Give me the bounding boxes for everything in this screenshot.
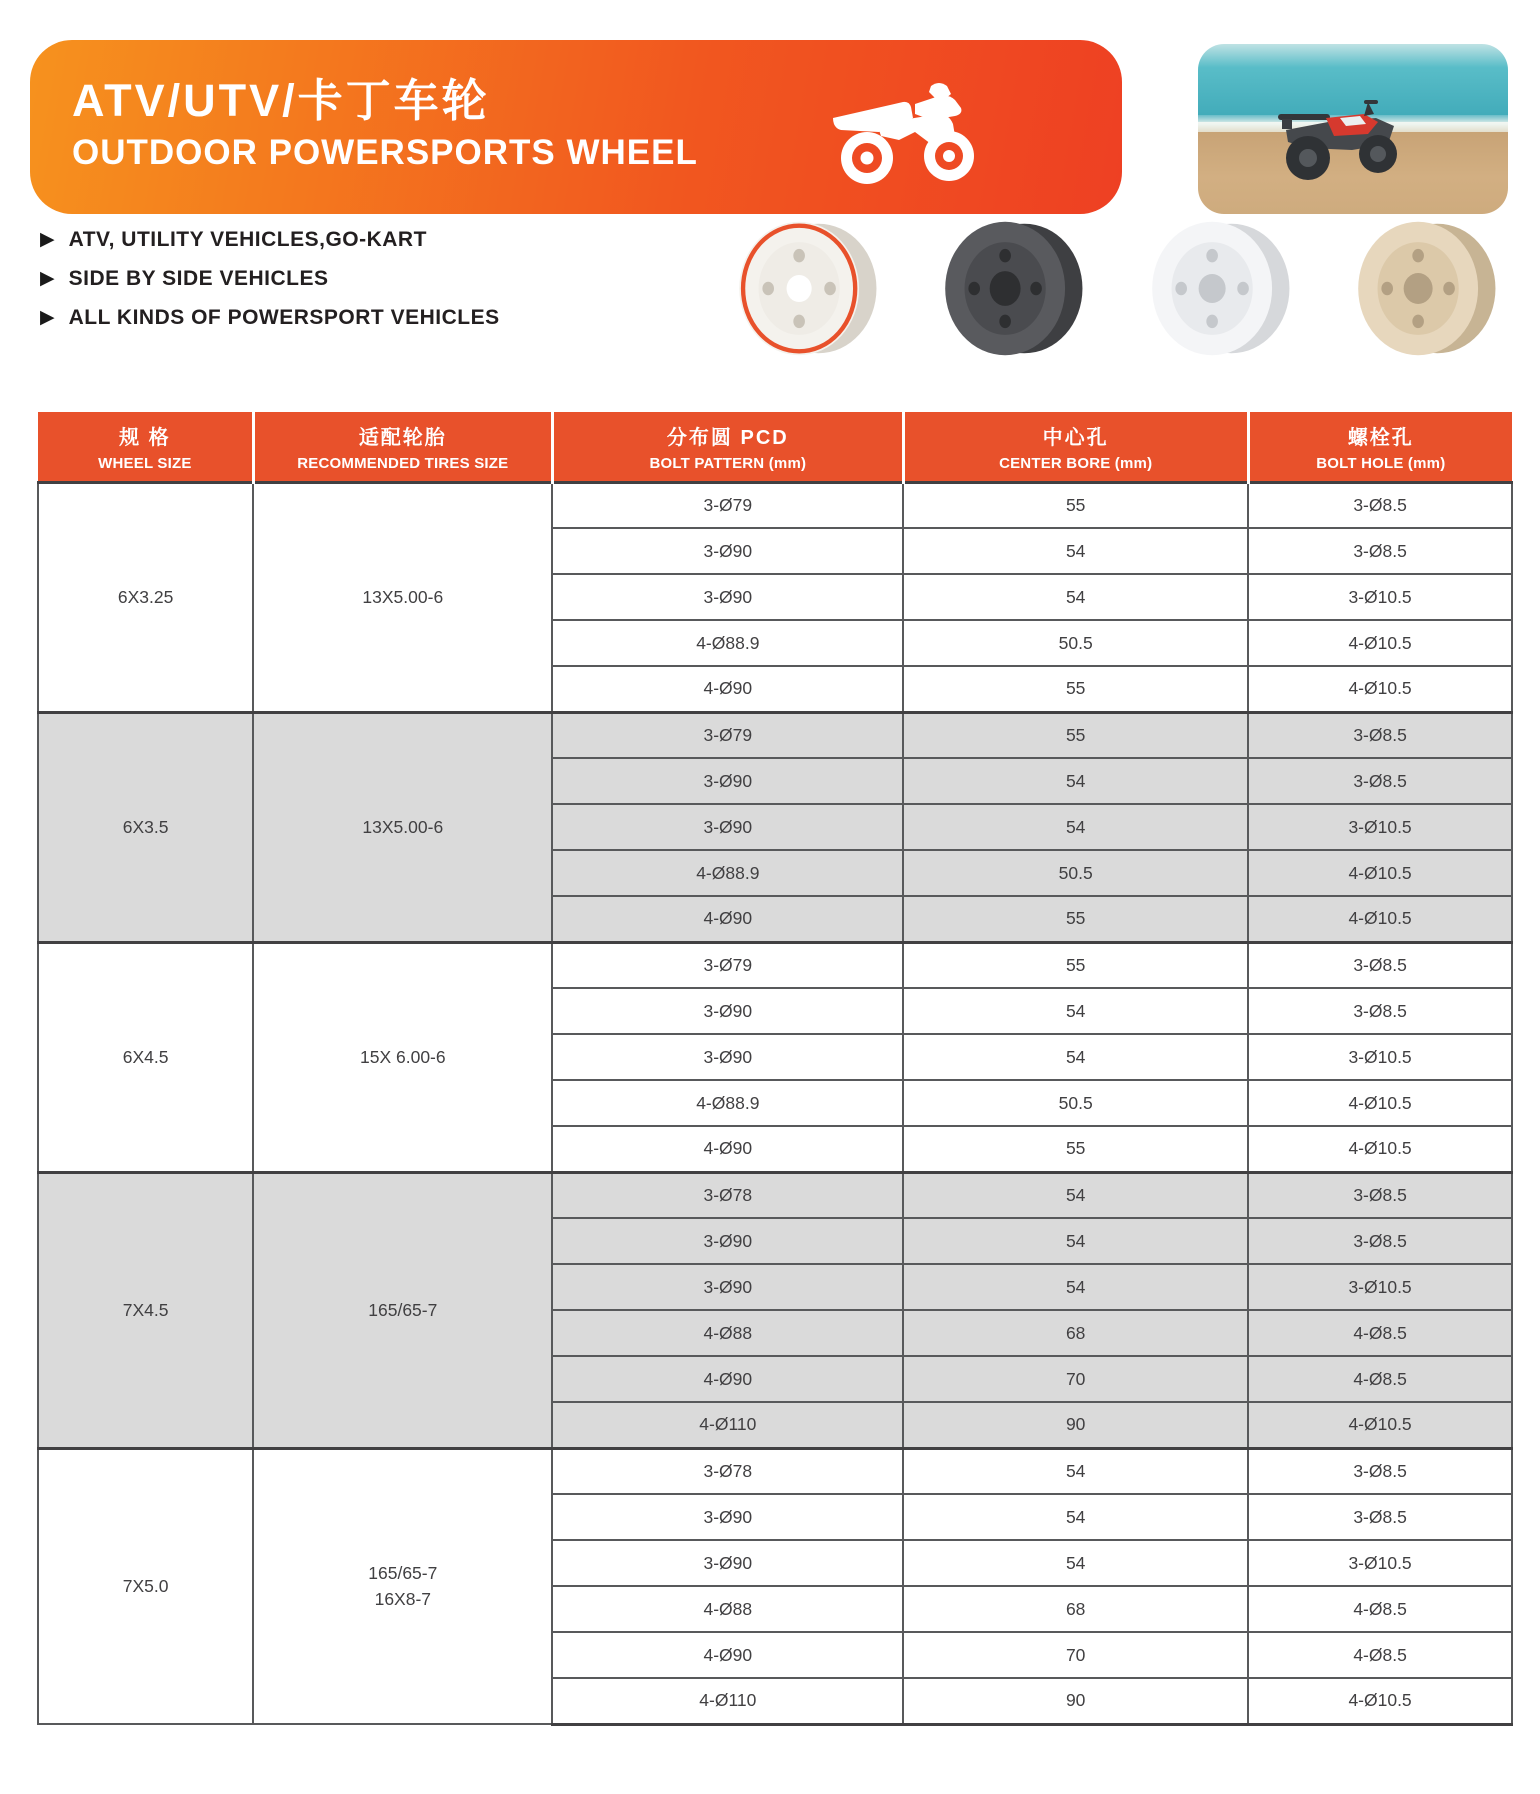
- col-header-en: BOLT PATTERN (mm): [649, 454, 807, 472]
- bolt-pattern-cell: 3-Ø79: [552, 482, 903, 528]
- center-bore-cell: 54: [903, 1264, 1248, 1310]
- tire-size-cell: 165/65-7: [253, 1172, 552, 1448]
- bolt-hole-cell: 4-Ø8.5: [1248, 1356, 1512, 1402]
- page-subtitle: OUTDOOR POWERSPORTS WHEEL: [72, 133, 698, 172]
- wheel-photo-white-orange: [705, 216, 901, 361]
- center-bore-cell: 54: [903, 758, 1248, 804]
- center-bore-cell: 55: [903, 942, 1248, 988]
- bolt-pattern-cell: 4-Ø88.9: [552, 620, 903, 666]
- bolt-hole-cell: 4-Ø10.5: [1248, 896, 1512, 942]
- feature-item: [40, 306, 500, 330]
- center-bore-cell: 54: [903, 1494, 1248, 1540]
- bolt-hole-cell: 3-Ø10.5: [1248, 1540, 1512, 1586]
- center-bore-cell: 50.5: [903, 1080, 1248, 1126]
- col-header-center-bore: [903, 412, 1248, 482]
- bolt-hole-cell: 4-Ø10.5: [1248, 1678, 1512, 1724]
- center-bore-cell: 70: [903, 1356, 1248, 1402]
- feature-item: [40, 228, 500, 252]
- center-bore-cell: 55: [903, 1126, 1248, 1172]
- wheel-photo-beige: [1324, 216, 1520, 361]
- bolt-hole-cell: 4-Ø8.5: [1248, 1632, 1512, 1678]
- wheel-photo-white: [1118, 216, 1314, 361]
- bolt-hole-cell: 3-Ø8.5: [1248, 1172, 1512, 1218]
- bolt-pattern-cell: 3-Ø90: [552, 1540, 903, 1586]
- center-bore-cell: 54: [903, 1172, 1248, 1218]
- center-bore-cell: 54: [903, 988, 1248, 1034]
- spec-row: [38, 1172, 1512, 1218]
- spec-row: [38, 942, 1512, 988]
- feature-text: SIDE BY SIDE VEHICLES: [68, 267, 329, 290]
- col-header-en: BOLT HOLE (mm): [1316, 454, 1446, 472]
- bolt-pattern-cell: 4-Ø90: [552, 1632, 903, 1678]
- center-bore-cell: 70: [903, 1632, 1248, 1678]
- bolt-pattern-cell: 4-Ø88: [552, 1586, 903, 1632]
- wheel-size-cell: 6X4.5: [38, 942, 253, 1172]
- bolt-hole-cell: 3-Ø10.5: [1248, 1034, 1512, 1080]
- bolt-hole-cell: 3-Ø8.5: [1248, 528, 1512, 574]
- tire-size-cell: 15X 6.00-6: [253, 942, 552, 1172]
- bolt-pattern-cell: 3-Ø79: [552, 712, 903, 758]
- center-bore-cell: 50.5: [903, 850, 1248, 896]
- feature-list: [40, 228, 500, 345]
- bolt-hole-cell: 4-Ø10.5: [1248, 666, 1512, 712]
- bolt-pattern-cell: 3-Ø90: [552, 1034, 903, 1080]
- bolt-pattern-cell: 3-Ø90: [552, 574, 903, 620]
- col-header-zh: 螺栓孔: [1347, 426, 1414, 449]
- center-bore-cell: 50.5: [903, 620, 1248, 666]
- bolt-pattern-cell: 4-Ø88: [552, 1310, 903, 1356]
- bolt-hole-cell: 3-Ø8.5: [1248, 712, 1512, 758]
- bolt-hole-cell: 3-Ø10.5: [1248, 1264, 1512, 1310]
- banner-text: [72, 72, 698, 176]
- center-bore-cell: 54: [903, 574, 1248, 620]
- bolt-pattern-cell: 4-Ø110: [552, 1402, 903, 1448]
- wheel-photo-row: [705, 216, 1520, 361]
- bolt-pattern-cell: 4-Ø90: [552, 666, 903, 712]
- wheel-size-cell: 6X3.25: [38, 482, 253, 712]
- center-bore-cell: 54: [903, 1034, 1248, 1080]
- bolt-pattern-cell: 4-Ø110: [552, 1678, 903, 1724]
- center-bore-cell: 54: [903, 1448, 1248, 1494]
- feature-text: ALL KINDS OF POWERSPORT VEHICLES: [68, 306, 500, 329]
- bolt-pattern-cell: 4-Ø88.9: [552, 1080, 903, 1126]
- wheel-size-cell: 7X4.5: [38, 1172, 253, 1448]
- col-header-zh: 规 格: [119, 426, 171, 449]
- bolt-hole-cell: 3-Ø8.5: [1248, 1218, 1512, 1264]
- bolt-hole-cell: 3-Ø10.5: [1248, 574, 1512, 620]
- triangle-bullet-icon: ▶: [40, 307, 55, 328]
- center-bore-cell: 55: [903, 712, 1248, 758]
- bolt-pattern-cell: 4-Ø90: [552, 1356, 903, 1402]
- wheel-size-cell: 6X3.5: [38, 712, 253, 942]
- col-header-tire-size: [253, 412, 552, 482]
- hero-photo: [1198, 44, 1508, 214]
- bolt-hole-cell: 4-Ø10.5: [1248, 850, 1512, 896]
- bolt-pattern-cell: 4-Ø90: [552, 1126, 903, 1172]
- spec-row: [38, 712, 1512, 758]
- tire-size-cell: 13X5.00-6: [253, 482, 552, 712]
- bolt-pattern-cell: 3-Ø90: [552, 1494, 903, 1540]
- center-bore-cell: 54: [903, 1540, 1248, 1586]
- bolt-hole-cell: 3-Ø8.5: [1248, 758, 1512, 804]
- center-bore-cell: 54: [903, 528, 1248, 574]
- spec-table-header-row: [38, 412, 1512, 482]
- tire-size-cell: 13X5.00-6: [253, 712, 552, 942]
- center-bore-cell: 55: [903, 896, 1248, 942]
- col-header-zh: 适配轮胎: [358, 426, 447, 449]
- bolt-pattern-cell: 3-Ø90: [552, 988, 903, 1034]
- bolt-pattern-cell: 3-Ø79: [552, 942, 903, 988]
- atv-silhouette-icon: [827, 74, 987, 184]
- bolt-pattern-cell: 3-Ø90: [552, 528, 903, 574]
- header-banner: [30, 40, 1122, 214]
- bolt-pattern-cell: 3-Ø78: [552, 1448, 903, 1494]
- bolt-hole-cell: 3-Ø8.5: [1248, 1448, 1512, 1494]
- col-header-bolt-hole: [1248, 412, 1512, 482]
- center-bore-cell: 90: [903, 1402, 1248, 1448]
- bolt-hole-cell: 4-Ø8.5: [1248, 1586, 1512, 1632]
- triangle-bullet-icon: ▶: [40, 229, 55, 250]
- wheel-size-cell: 7X5.0: [38, 1448, 253, 1724]
- spec-table-body: [38, 482, 1512, 1724]
- bolt-pattern-cell: 3-Ø90: [552, 1218, 903, 1264]
- bolt-pattern-cell: 3-Ø90: [552, 758, 903, 804]
- center-bore-cell: 68: [903, 1310, 1248, 1356]
- bolt-hole-cell: 3-Ø8.5: [1248, 482, 1512, 528]
- bolt-hole-cell: 3-Ø10.5: [1248, 804, 1512, 850]
- bolt-hole-cell: 4-Ø10.5: [1248, 620, 1512, 666]
- bolt-pattern-cell: 4-Ø90: [552, 896, 903, 942]
- bolt-pattern-cell: 3-Ø90: [552, 804, 903, 850]
- col-header-en: CENTER BORE (mm): [999, 454, 1153, 472]
- spec-table: [37, 412, 1513, 1726]
- triangle-bullet-icon: ▶: [40, 268, 55, 289]
- bolt-pattern-cell: 3-Ø90: [552, 1264, 903, 1310]
- col-header-wheel-size: [38, 412, 253, 482]
- center-bore-cell: 55: [903, 666, 1248, 712]
- col-header-zh: 分布圆 PCD: [666, 426, 789, 449]
- bolt-hole-cell: 4-Ø10.5: [1248, 1402, 1512, 1448]
- center-bore-cell: 54: [903, 1218, 1248, 1264]
- bolt-pattern-cell: 3-Ø78: [552, 1172, 903, 1218]
- bolt-pattern-cell: 4-Ø88.9: [552, 850, 903, 896]
- col-header-zh: 中心孔: [1042, 426, 1109, 449]
- bolt-hole-cell: 4-Ø10.5: [1248, 1080, 1512, 1126]
- col-header-en: WHEEL SIZE: [98, 454, 192, 472]
- center-bore-cell: 68: [903, 1586, 1248, 1632]
- bolt-hole-cell: 4-Ø10.5: [1248, 1126, 1512, 1172]
- page-title: ATV/UTV/卡丁车轮: [72, 75, 490, 126]
- tire-size-cell: 165/65-7 16X8-7: [253, 1448, 552, 1724]
- feature-text: ATV, UTILITY VEHICLES,GO-KART: [68, 228, 427, 251]
- wheel-photo-gray: [911, 216, 1107, 361]
- feature-item: [40, 267, 500, 291]
- col-header-bolt-pattern: [552, 412, 903, 482]
- col-header-en: RECOMMENDED TIRES SIZE: [297, 454, 509, 472]
- bolt-hole-cell: 3-Ø8.5: [1248, 988, 1512, 1034]
- spec-row: [38, 1448, 1512, 1494]
- bolt-hole-cell: 4-Ø8.5: [1248, 1310, 1512, 1356]
- spec-row: [38, 482, 1512, 528]
- bolt-hole-cell: 3-Ø8.5: [1248, 1494, 1512, 1540]
- photo-atv: [1256, 92, 1446, 182]
- center-bore-cell: 90: [903, 1678, 1248, 1724]
- center-bore-cell: 54: [903, 804, 1248, 850]
- bolt-hole-cell: 3-Ø8.5: [1248, 942, 1512, 988]
- center-bore-cell: 55: [903, 482, 1248, 528]
